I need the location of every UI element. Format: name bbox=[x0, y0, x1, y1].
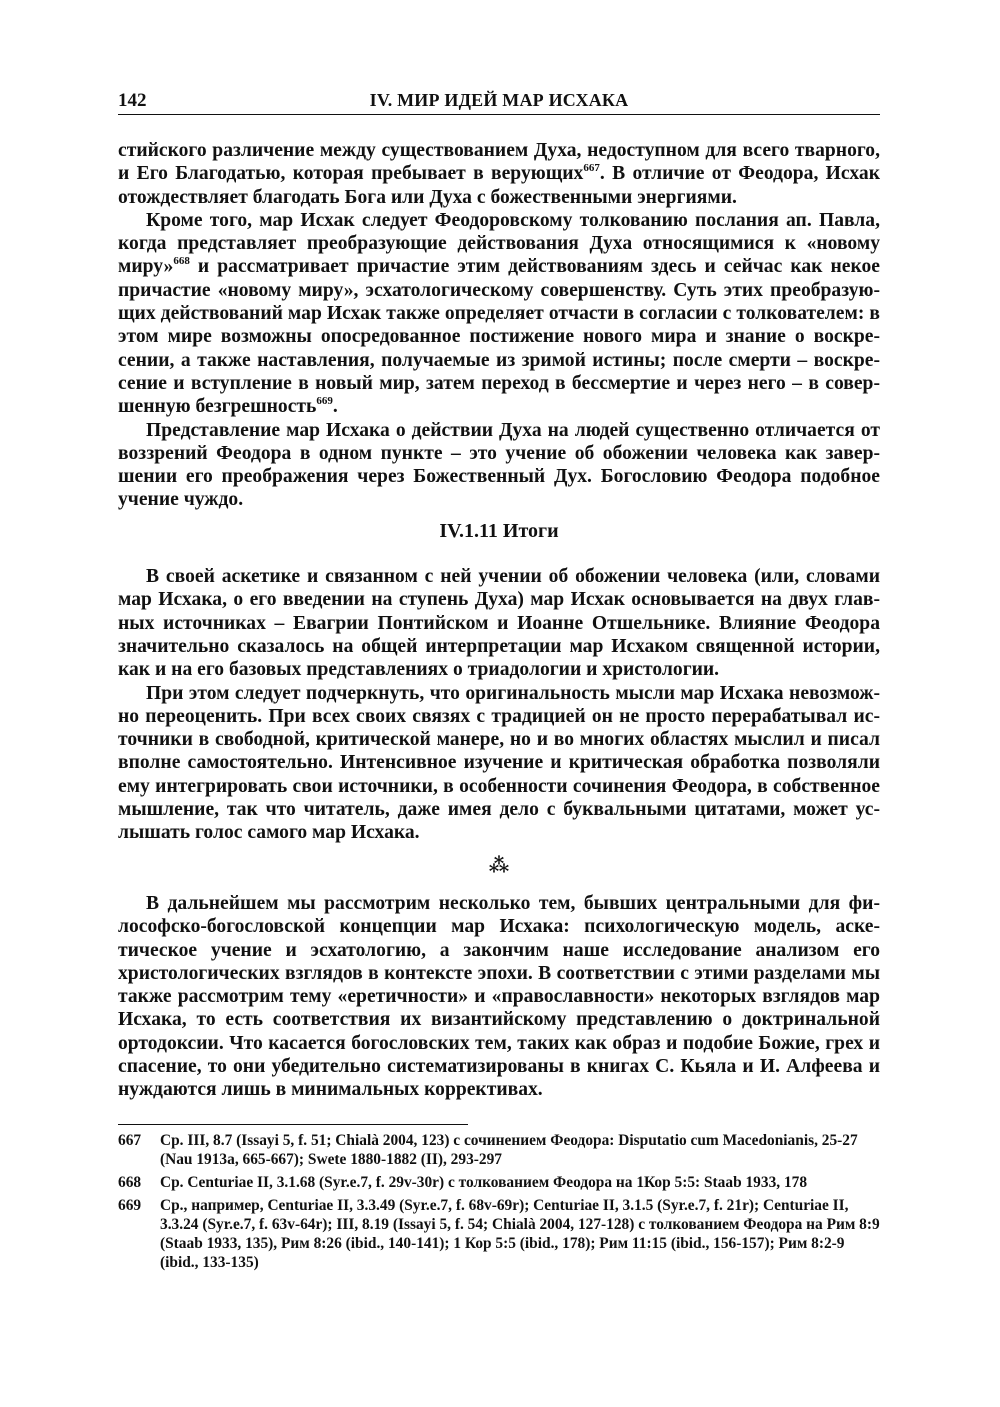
footnote-text: Ср., например, Centuriae II, 3.3.49 (Syr.e.7, f. 68v-69r); Centuriae II, 3.1.5 (Syr.e.7, f. 21r); Centuriae II, 3.3.24 (Syr.e.7, f. 63v-64r); III, 8.19 (Issayi 5, f. 54; Chialà 2004, 127-128) с толкованием Феодора на Рим 8:9 (Staab 1933, 135), Рим 8:26 (ibid., 140-141); 1 Кор 5:5 (ibid., 178); Рим 11:15 (ibid., 156-157); Рим 8:2-9 (ibid., 133-135) bbox=[160, 1197, 880, 1271]
page-number: 142 bbox=[118, 90, 147, 111]
paragraph: При этом следует подчеркнуть, что оригинальность мысли мар Исхака невозможно переоценить. При всех своих связях с традицией он не просто перерабатывал источники в свободной, критической манере, но и во многих областях мыслил и писал вполне самостоятельно. Интенсивное изучение и критическая обработка позволяли ему интегрировать свои источники, в особенности сочинения Феодора, в собственное мышление, так что читатель, даже имея дело с буквальными цитатами, может услышать голос самого мар Исхака. bbox=[118, 682, 880, 844]
footnote bbox=[118, 1173, 880, 1192]
paragraph: В дальнейшем мы рассмотрим несколько тем, бывших центральными для философско-богословской концепции мар Исхака: психологическую модель, аскетическое учение и эсхатологию, а закончим наше исследование анализом его христологических взглядов в контексте эпохи. В соответствии с этими разделами мы также рассмотрим тему «еретичности» и «православности» некоторых взглядов мар Исхака, то есть соответствия их византийскому представлению о доктринальной ортодоксии. Что касается богословских тем, таких как образ и подобие Божие, грех и спасение, то они убедительно систематизированы в книгах С. Кьяла и И. Алфеева и нуждаются лишь в минимальных коррективах. bbox=[118, 892, 880, 1101]
footnote-ref: 668 bbox=[173, 255, 190, 268]
section-heading: IV.1.11 Итоги bbox=[439, 519, 559, 542]
paragraph-text: . bbox=[332, 396, 338, 418]
footnote-text: Ср. Centuriae II, 3.1.68 (Syr.e.7, f. 29v-30r) с толкованием Феодора на 1Кор 5:5: Staab 1933, 178 bbox=[160, 1174, 808, 1191]
paragraph: В своей аскетике и связанном с ней учении об обожении человека (или, словами мар Исхака, о его введении на ступень Духа) мар Исхак основывается на двух главных источниках – Евагрии Понтийском и Иоанне Отшельнике. Влияние Феодора значительно сказалось на общей интерпретации мар Исхаком священной истории, как и на его базовых представлениях о триадологии и христологии. bbox=[118, 566, 880, 681]
footnote-number: 669 bbox=[118, 1197, 142, 1214]
footnote-ref: 669 bbox=[316, 395, 333, 408]
footnote-divider bbox=[118, 1124, 468, 1125]
footnote bbox=[118, 1196, 880, 1272]
main-text bbox=[118, 139, 880, 1102]
section-ornament: ⁂ bbox=[488, 854, 510, 877]
paragraph bbox=[118, 209, 880, 419]
footnote-text: Ср. III, 8.7 (Issayi 5, f. 51; Chialà 2004, 123) с сочинением Феодора: Disputatio cum Macedonianis, 25-27 (Nau 1913a, 665-667); Swete 1880-1882 (II), 293-297 bbox=[160, 1132, 858, 1168]
footnote-number: 668 bbox=[118, 1174, 142, 1191]
paragraph-text: и рассматривает причастие этим действованиям здесь и сейчас как некое причастие «новому миру», эсхатологическому совершенству. Суть этих преобразующих действований мар Исхак также определяет отчасти в согласии с толкователем: в этом мире возможны опосредованное постижение нового мира и знание о воскресении, а также наставления, получаемые из зримой истины; после смерти – воскресение и вступление в новый мир, затем переход в бессмертие и через него – в совершенную безгрешность bbox=[118, 256, 880, 418]
footnote-ref: 667 bbox=[583, 162, 600, 175]
running-title: IV. МИР ИДЕЙ МАР ИСХАКА bbox=[369, 90, 629, 110]
paragraph bbox=[118, 139, 880, 209]
paragraph-text: Кроме того, мар Исхак следует Феодоровскому толкованию послания ап. Павла, когда представляет преобразующие действования Духа относящимися к «новому миру» bbox=[118, 209, 880, 278]
page-header bbox=[118, 90, 880, 115]
footnotes bbox=[118, 1131, 880, 1276]
paragraph: Представление мар Исхака о действии Духа на людей существенно отличается от воззрений Феодора в одном пункте – это учение об обожении человека как завершении его преображения через Божественный Дух. Богословию Феодора подобное учение чуждо. bbox=[118, 419, 880, 511]
footnote bbox=[118, 1131, 880, 1169]
footnote-number: 667 bbox=[118, 1132, 142, 1149]
paragraph-text: стийского различение между существованием Духа, недоступном для всего тварного, и Его Благодатью, которая пребывает в верующих bbox=[118, 140, 880, 185]
paragraph-text: . В отличие от Феодора, Исхак отождествляет благодать Бога или Духа с божественными энергиями. bbox=[118, 163, 880, 208]
